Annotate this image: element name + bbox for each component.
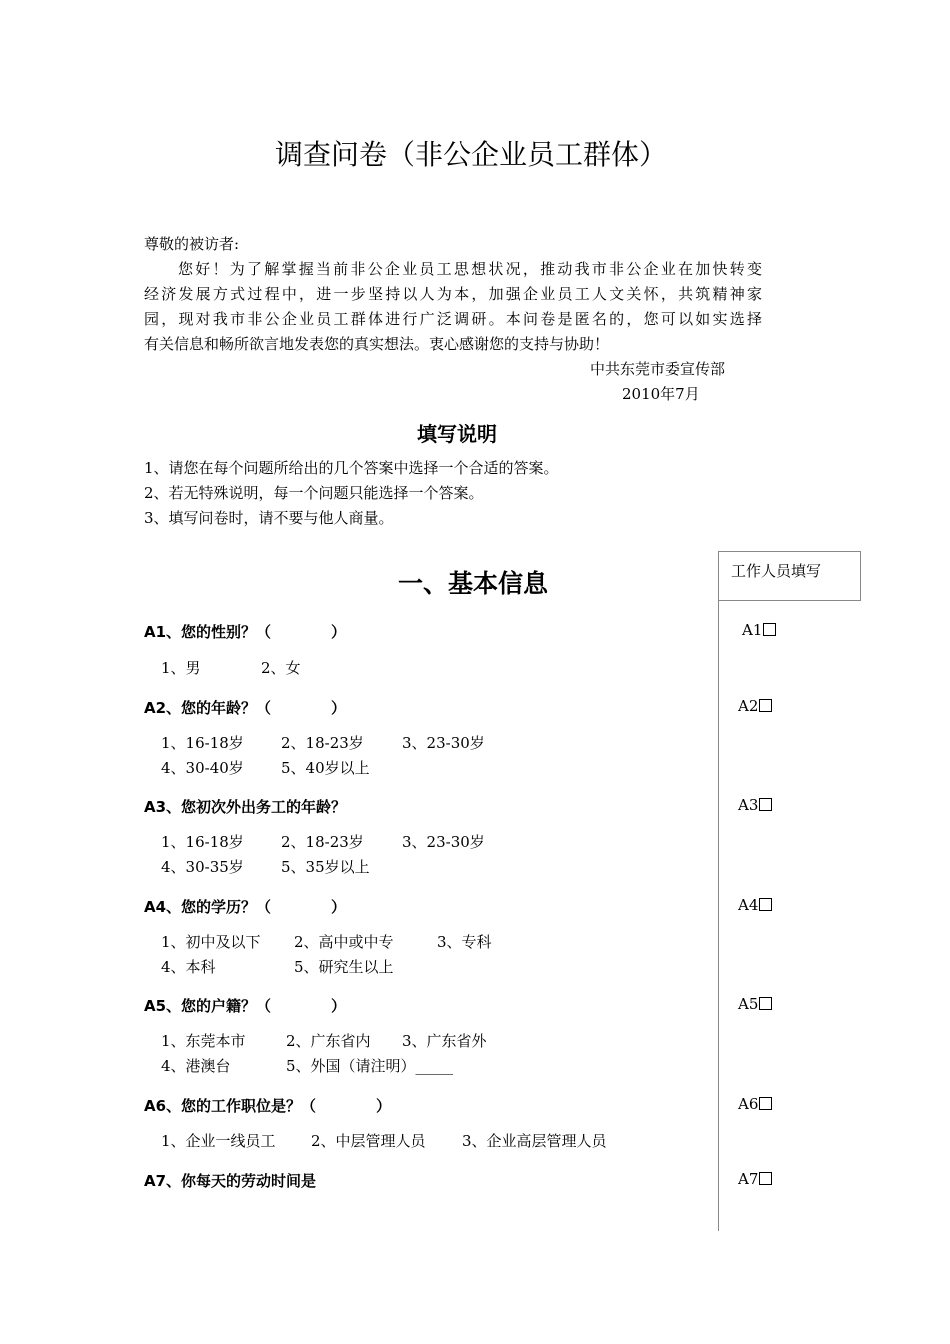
option[interactable]: 1、初中及以下	[161, 933, 261, 951]
option[interactable]: 1、男	[161, 659, 201, 677]
option[interactable]: 3、23-30岁	[402, 833, 485, 851]
question-a5: A5、您的户籍？（ ）	[144, 997, 347, 1015]
option[interactable]: 1、东莞本市	[161, 1032, 246, 1050]
option[interactable]: 2、高中或中专	[294, 933, 394, 951]
intro-line-3: 园，现对我市非公企业员工群体进行广泛调研。本问卷是匿名的，您可以如实选择	[144, 310, 762, 328]
code-label: A2	[738, 697, 759, 715]
code-a6[interactable]	[738, 1095, 772, 1113]
option[interactable]: 1、16-18岁	[161, 833, 244, 851]
staff-fill-label: 工作人员填写	[731, 562, 822, 580]
option[interactable]: 2、女	[261, 659, 301, 677]
code-a5[interactable]	[738, 995, 772, 1013]
checkbox-a4[interactable]	[759, 898, 772, 911]
option[interactable]: 3、企业高层管理人员	[462, 1132, 607, 1150]
staff-column-divider	[718, 601, 719, 1231]
question-a6: A6、您的工作职位是？（ ）	[144, 1097, 392, 1115]
code-label: A5	[738, 995, 759, 1013]
option[interactable]: 1、16-18岁	[161, 734, 244, 752]
option[interactable]: 2、18-23岁	[281, 833, 364, 851]
option[interactable]: 3、23-30岁	[402, 734, 485, 752]
option[interactable]: 4、30-40岁	[161, 759, 244, 777]
code-label: A7	[738, 1170, 759, 1188]
intro-line-4: 有关信息和畅所欲言地发表您的真实想法。衷心感谢您的支持与协助！	[144, 335, 610, 353]
staff-fill-box	[718, 551, 861, 601]
date: 2010年7月	[622, 385, 700, 403]
instruction-item: 1、请您在每个问题所给出的几个答案中选择一个合适的答案。	[144, 459, 559, 477]
question-a3: A3、您初次外出务工的年龄？	[144, 798, 347, 816]
option[interactable]: 5、外国（请注明）_____	[286, 1057, 454, 1075]
code-label: A1	[742, 621, 763, 639]
checkbox-a3[interactable]	[759, 798, 772, 811]
option[interactable]: 5、40岁以上	[281, 759, 370, 777]
option[interactable]: 2、中层管理人员	[311, 1132, 426, 1150]
code-a7[interactable]	[738, 1170, 772, 1188]
option[interactable]: 3、广东省外	[402, 1032, 487, 1050]
checkbox-a7[interactable]	[759, 1172, 772, 1185]
checkbox-a1[interactable]	[763, 623, 776, 636]
option[interactable]: 2、18-23岁	[281, 734, 364, 752]
option[interactable]: 5、35岁以上	[281, 858, 370, 876]
question-a7: A7、你每天的劳动时间是	[144, 1172, 317, 1190]
code-a1[interactable]	[742, 621, 776, 639]
option[interactable]: 3、专科	[437, 933, 492, 951]
instruction-item: 2、若无特殊说明，每一个问题只能选择一个答案。	[144, 484, 484, 502]
code-label: A4	[738, 896, 759, 914]
option[interactable]: 2、广东省内	[286, 1032, 371, 1050]
code-label: A3	[738, 796, 759, 814]
instruction-item: 3、填写问卷时，请不要与他人商量。	[144, 509, 394, 527]
option[interactable]: 4、本科	[161, 958, 216, 976]
checkbox-a6[interactable]	[759, 1097, 772, 1110]
checkbox-a5[interactable]	[759, 997, 772, 1010]
signature: 中共东莞市委宣传部	[590, 360, 726, 378]
option[interactable]: 1、企业一线员工	[161, 1132, 276, 1150]
code-a3[interactable]	[738, 796, 772, 814]
intro-line-1: 您好！为了解掌握当前非公企业员工思想状况，推动我市非公企业在加快转变	[178, 260, 762, 278]
option[interactable]: 5、研究生以上	[294, 958, 394, 976]
code-label: A6	[738, 1095, 759, 1113]
salutation: 尊敬的被访者:	[144, 235, 240, 253]
code-a2[interactable]	[738, 697, 772, 715]
code-a4[interactable]	[738, 896, 772, 914]
option[interactable]: 4、30-35岁	[161, 858, 244, 876]
question-a1: A1、您的性别？（ ）	[144, 623, 347, 641]
option[interactable]: 4、港澳台	[161, 1057, 231, 1075]
question-a4: A4、您的学历？（ ）	[144, 898, 347, 916]
instructions-heading: 填写说明	[417, 422, 497, 446]
document-title: 调查问卷（非公企业员工群体）	[275, 138, 668, 171]
intro-line-2: 经济发展方式过程中，进一步坚持以人为本，加强企业员工人文关怀，共筑精神家	[144, 285, 762, 303]
question-a2: A2、您的年龄？（ ）	[144, 699, 347, 717]
checkbox-a2[interactable]	[759, 699, 772, 712]
section-heading: 一、基本信息	[398, 569, 549, 598]
